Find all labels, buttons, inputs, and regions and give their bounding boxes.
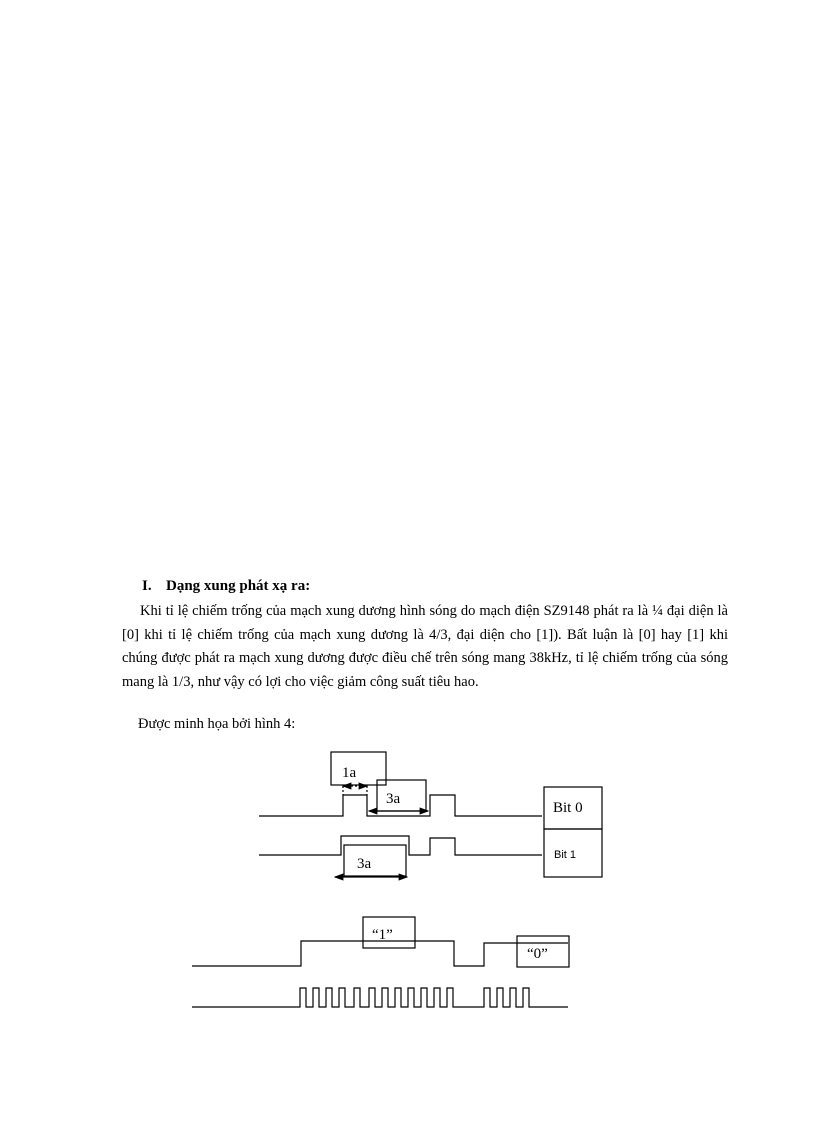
three-a-bottom-box [344, 845, 406, 876]
three-a-bottom-label: 3a [357, 856, 372, 872]
bit0-label: Bit 0 [553, 800, 583, 816]
encoded-waveform [192, 941, 568, 966]
section-title: Dạng xung phát xạ ra: [166, 578, 311, 594]
bit1-label: Bit 1 [554, 849, 577, 861]
quote-one-label: “1” [372, 927, 393, 943]
one-a-label: 1a [342, 765, 357, 781]
figure-caption: Được minh họa bởi hình 4: [138, 716, 296, 732]
bit0-waveform [259, 795, 542, 816]
three-a-top-label: 3a [386, 791, 401, 807]
paragraph-text: Khi tỉ lệ chiếm trống của mạch xung dương hình sóng do mạch điện SZ9148 phát ra là ¼ đại diện là [0] khi tỉ lệ chiếm trống của mạch xung dương là 4/3, đại diện cho [1]). Bất luận là [0] hay [1] khi chúng được phát ra mạch xung dương được điều chế trên sóng mang 38kHz, tỉ lệ chiếm trống của sóng mang là 1/3, như vậy có lợi cho việc giảm công suất tiêu hao. [122, 603, 728, 690]
quote-zero-label: “0” [527, 946, 548, 962]
carrier-waveform [192, 988, 568, 1007]
section-number: I. [142, 578, 152, 594]
